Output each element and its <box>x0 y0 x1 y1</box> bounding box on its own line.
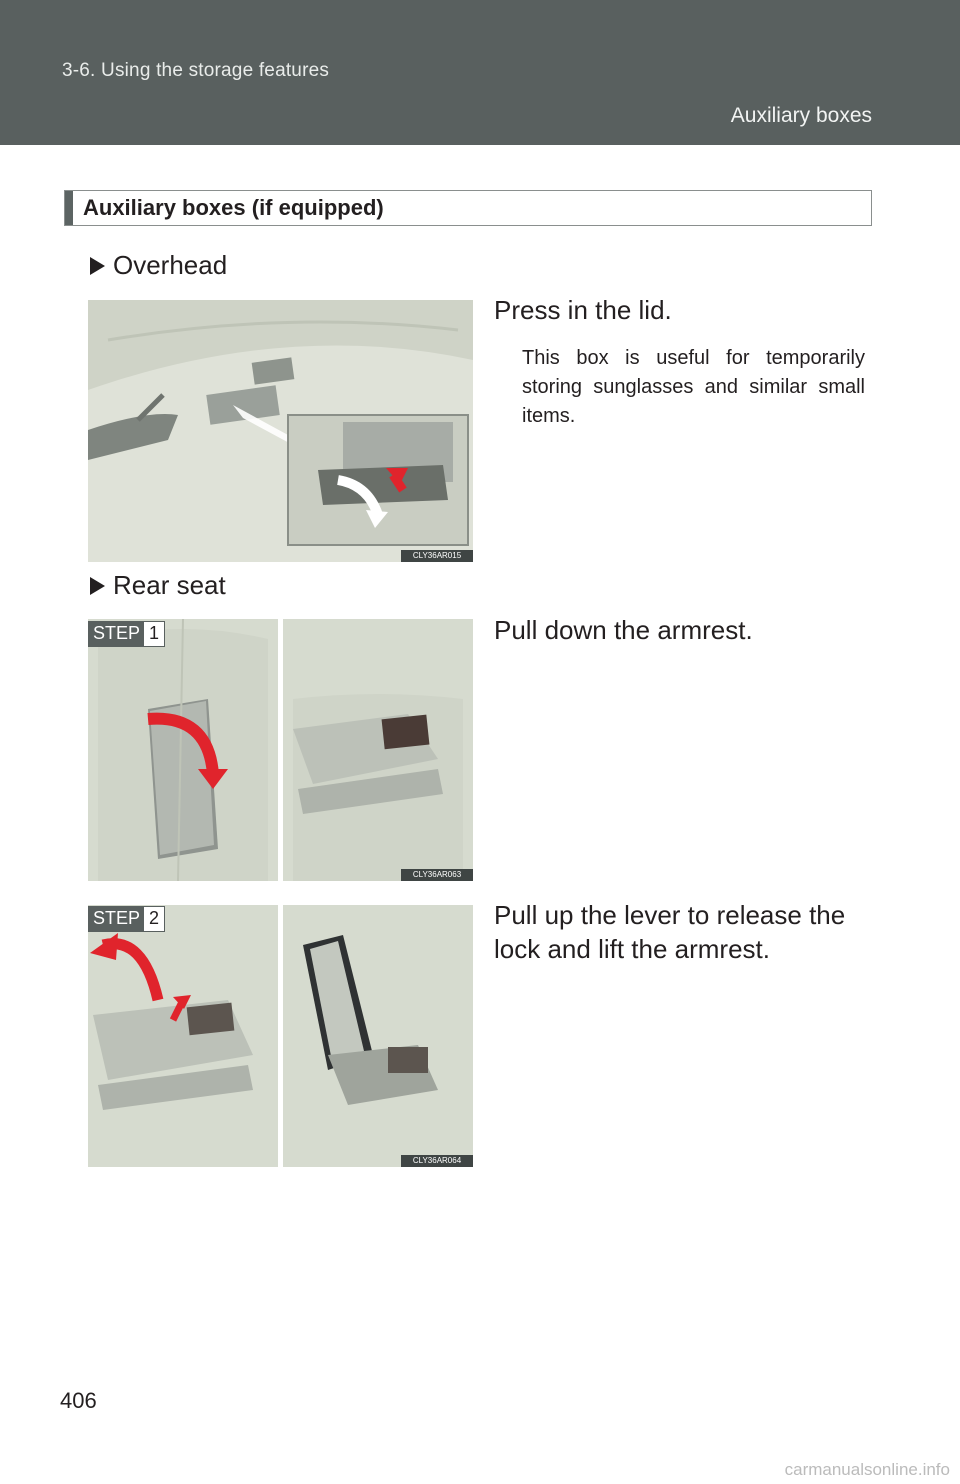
section-heading: Auxiliary boxes (if equipped) <box>83 195 384 220</box>
overhead-heading-text: Overhead <box>113 250 228 280</box>
page-number: 406 <box>60 1388 97 1413</box>
overhead-figure <box>88 300 473 562</box>
figure-code: CLY36AR015 <box>401 550 473 562</box>
rear-seat-heading <box>90 570 226 601</box>
step1-instruction: Pull down the armrest. <box>494 615 753 645</box>
overhead-illustration <box>88 300 473 562</box>
step1-figure <box>88 619 473 881</box>
chapter-title: 3-6. Using the storage features <box>62 60 330 81</box>
step-label: STEP <box>93 908 141 928</box>
overhead-instruction: Press in the lid. <box>494 295 672 325</box>
step1-illustration <box>88 619 473 881</box>
section-heading-bar <box>64 190 872 226</box>
step2-instruction: Pull up the lever to release the lock and lift the armrest. <box>494 900 846 964</box>
step-number: 2 <box>144 907 164 931</box>
step1-badge <box>88 621 165 647</box>
step2-illustration <box>88 905 473 1167</box>
section-title: Auxiliary boxes <box>730 104 872 127</box>
step2-badge <box>88 906 165 932</box>
page-header <box>0 0 960 145</box>
overhead-heading <box>90 250 227 281</box>
step2-figure <box>88 905 473 1167</box>
step-label: STEP <box>93 623 141 643</box>
overhead-note: This box is useful for temporarily storing sunglasses and similar small items. <box>522 347 865 427</box>
triangle-bullet-icon <box>90 577 105 595</box>
figure-code: CLY36AR063 <box>401 869 473 881</box>
figure-code: CLY36AR064 <box>401 1155 473 1167</box>
heading-accent <box>65 191 73 225</box>
triangle-bullet-icon <box>90 257 105 275</box>
rear-seat-heading-text: Rear seat <box>113 570 226 600</box>
footer-watermark: carmanualsonline.info <box>784 1460 950 1479</box>
step-number: 1 <box>144 622 164 646</box>
